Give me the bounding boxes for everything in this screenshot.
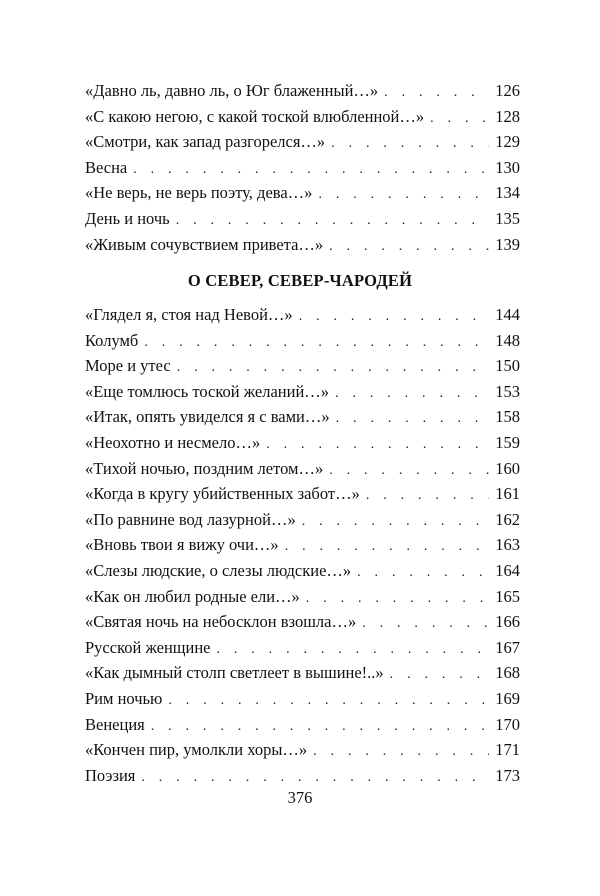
toc-entry-page: 153 [495, 381, 520, 401]
dot-leader [266, 432, 489, 458]
toc-entry-page: 148 [495, 330, 520, 350]
dot-leader [313, 739, 489, 765]
toc-entry [85, 686, 520, 712]
dot-leader [384, 80, 489, 106]
toc-entry-page: 150 [495, 356, 520, 376]
toc-entry-title: Русской женщине [85, 637, 211, 657]
dot-leader [329, 234, 489, 260]
dot-leader [177, 355, 490, 381]
dot-leader [176, 208, 490, 234]
toc-entry-title: «По равнине вод лазурной…» [85, 509, 296, 529]
toc-entry-title: «Еще томлюсь тоской желаний…» [85, 381, 330, 401]
toc-entry-title: «Как он любил родные ели…» [85, 586, 300, 606]
dot-leader [133, 157, 489, 183]
dot-leader [141, 765, 489, 791]
toc-entry [85, 558, 520, 584]
toc-entry [85, 763, 520, 789]
toc-entry [85, 481, 520, 507]
dot-leader [306, 586, 489, 612]
dot-leader [216, 637, 489, 663]
toc-entry-title: «Когда в кругу убийственных забот…» [85, 484, 360, 504]
toc-entry [85, 712, 520, 738]
toc-entry-page: 129 [495, 132, 520, 152]
toc-list-first [85, 78, 520, 257]
toc-entry [85, 328, 520, 354]
toc-entry-page: 135 [495, 208, 520, 228]
toc-entry-title: «Неохотно и несмело…» [85, 432, 261, 452]
toc-entry-title: «Глядел я, стоя над Невой…» [85, 305, 293, 324]
toc-entry [85, 635, 520, 661]
toc-entry-title: Венеция [85, 714, 145, 734]
toc-entry [85, 379, 520, 405]
dot-leader [299, 304, 490, 330]
toc-entry-page: 162 [495, 509, 520, 529]
toc-entry-page: 144 [495, 305, 520, 324]
toc-entry-title: «Тихой ночью, поздним летом…» [85, 458, 324, 478]
toc-entry-title: «С какою негою, с какой тоской влюбленной…» [85, 106, 425, 126]
section-heading: О СЕВЕР, СЕВЕР-ЧАРОДЕЙ [187, 271, 413, 290]
dot-leader [318, 182, 489, 208]
toc-entry-page: 126 [495, 81, 520, 100]
toc-entry [85, 737, 520, 763]
toc-entry [85, 660, 520, 686]
toc-entry-title: «Живым сочувствием привета…» [85, 234, 324, 254]
dot-leader [151, 714, 490, 740]
dot-leader [331, 131, 489, 157]
toc-entry-page: 173 [495, 765, 520, 785]
dot-leader [430, 106, 489, 132]
toc-entry-title: Рим ночью [85, 688, 163, 708]
toc-entry [85, 302, 520, 328]
toc-entry-page: 163 [495, 535, 520, 555]
toc-entry-page: 167 [495, 637, 520, 657]
toc-entry-title: «Давно ль, давно ль, о Юг блаженный…» [85, 81, 379, 100]
toc-entry [85, 532, 520, 558]
toc-entry-title: «Как дымный столп светлеет в вышине!..» [85, 663, 384, 683]
toc-entry [85, 206, 520, 232]
toc-entry [85, 456, 520, 482]
toc-entry-page: 169 [495, 688, 520, 708]
dot-leader [366, 483, 489, 509]
toc-entry-page: 139 [495, 234, 520, 254]
toc-entry-title: День и ночь [85, 208, 170, 228]
toc-entry [85, 180, 520, 206]
dot-leader [362, 611, 489, 637]
toc-entry [85, 353, 520, 379]
toc-entry-title: Море и утес [85, 356, 171, 376]
toc-entry-page: 171 [495, 740, 520, 760]
toc-entry-page: 166 [495, 612, 520, 632]
toc-entry [85, 78, 520, 104]
toc-list-second [85, 302, 520, 788]
toc-entry-page: 165 [495, 586, 520, 606]
toc-entry-title: «Не верь, не верь поэту, дева…» [85, 183, 313, 203]
toc-entry-page: 168 [495, 663, 520, 683]
toc-entry [85, 129, 520, 155]
dot-leader [168, 688, 489, 714]
page-number: 376 [287, 788, 313, 807]
toc-entry [85, 155, 520, 181]
toc-entry-page: 159 [495, 432, 520, 452]
toc-entry-title: «Итак, опять увиделся я с вами…» [85, 407, 330, 427]
toc-entry-title: Колумб [85, 330, 139, 350]
dot-leader [144, 330, 489, 356]
toc-entry-page: 164 [495, 560, 520, 580]
toc-entry-page: 130 [495, 157, 520, 177]
toc-entry-page: 134 [495, 183, 520, 203]
toc-entry-page: 160 [495, 458, 520, 478]
toc-entry-title: «Смотри, как запад разгорелся…» [85, 132, 326, 152]
toc-entry [85, 104, 520, 130]
dot-leader [390, 662, 490, 688]
dot-leader [335, 381, 489, 407]
toc-entry [85, 609, 520, 635]
toc-entry [85, 404, 520, 430]
dot-leader [285, 534, 490, 560]
toc-entry-title: «Слезы людские, о слезы людские…» [85, 560, 352, 580]
toc-entry-title: Весна [85, 157, 128, 177]
toc-entry-title: Поэзия [85, 765, 136, 785]
toc-entry-page: 128 [495, 106, 520, 126]
toc-entry-page: 161 [495, 484, 520, 504]
dot-leader [336, 406, 490, 432]
toc-entry-title: «Святая ночь на небосклон взошла…» [85, 612, 357, 632]
toc-entry-page: 158 [495, 407, 520, 427]
toc-entry-page: 170 [495, 714, 520, 734]
dot-leader [357, 560, 489, 586]
toc-entry-title: «Кончен пир, умолкли хоры…» [85, 740, 308, 760]
toc-entry [85, 430, 520, 456]
toc-entry [85, 507, 520, 533]
toc-entry [85, 232, 520, 258]
toc-entry [85, 584, 520, 610]
dot-leader [302, 509, 490, 535]
toc-entry-title: «Вновь твои я вижу очи…» [85, 535, 279, 555]
dot-leader [329, 458, 489, 484]
